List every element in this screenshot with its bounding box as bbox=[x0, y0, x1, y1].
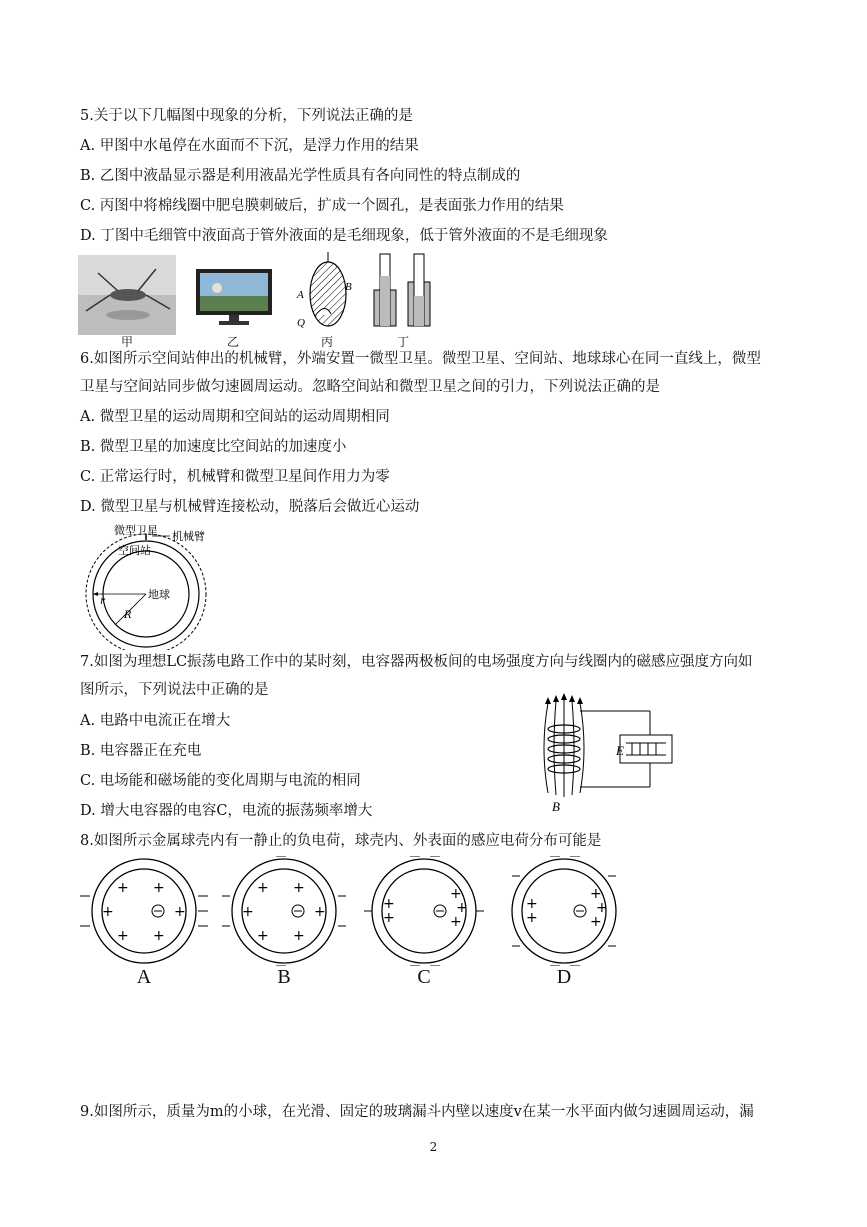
q9-stem: 9.如图所示，质量为m的小球，在光滑、固定的玻璃漏斗内壁以速度v在某一水平面内做匀速圆周运动，漏 bbox=[80, 1104, 754, 1120]
q5-option-c: C. 丙图中将棉线圈中肥皂膜刺破后，扩成一个圆孔，是表面张力作用的结果 bbox=[80, 198, 564, 214]
fig-label-ding: 丁 bbox=[396, 335, 409, 349]
label-E: E bbox=[616, 743, 624, 758]
svg-text:+: + bbox=[526, 910, 538, 926]
q7-stem-line1: 7.如图为理想LC振荡电路工作中的某时刻，电容器两极板间的电场强度方向与线圈内的磁感应强度方向如 bbox=[80, 654, 753, 670]
svg-text:+: + bbox=[383, 896, 395, 912]
svg-text:+: + bbox=[450, 886, 462, 902]
svg-text:+: + bbox=[117, 880, 129, 896]
svg-text:+: + bbox=[293, 880, 305, 896]
svg-text:+: + bbox=[590, 914, 602, 930]
label-R: R bbox=[124, 610, 132, 621]
q7-option-b: B. 电容器正在充电 bbox=[80, 743, 202, 759]
fig-label-jia: 甲 bbox=[120, 335, 133, 349]
label-b: B bbox=[345, 281, 352, 293]
svg-text:+: + bbox=[117, 928, 129, 944]
q8-label-d: D bbox=[556, 966, 572, 988]
q7-stem-line2: 图所示，下列说法中正确的是 bbox=[80, 682, 269, 698]
svg-text:+: + bbox=[383, 910, 395, 926]
svg-text:+: + bbox=[257, 928, 269, 944]
q5-option-a: A. 甲图中水黾停在水面而不下沉，是浮力作用的结果 bbox=[80, 138, 419, 154]
svg-text:+: + bbox=[450, 914, 462, 930]
q5-option-d: D. 丁图中毛细管中液面高于管外液面的是毛细现象，低于管外液面的不是毛细现象 bbox=[80, 228, 608, 244]
label-station: 空间站 bbox=[118, 544, 151, 557]
svg-text:+: + bbox=[257, 880, 269, 896]
lcd-monitor-photo bbox=[195, 268, 273, 328]
q6-option-c: C. 正常运行时，机械臂和微型卫星间作用力为零 bbox=[80, 469, 390, 485]
q5-option-b: B. 乙图中液晶显示器是利用液晶光学性质具有各向同性的特点制成的 bbox=[80, 168, 521, 184]
svg-text:+: + bbox=[174, 904, 186, 920]
label-arm: 机械臂 bbox=[172, 530, 205, 543]
label-r: r bbox=[100, 596, 105, 607]
q8-label-c: C bbox=[417, 966, 431, 988]
q7-option-a: A. 电路中电流正在增大 bbox=[80, 713, 231, 729]
lc-circuit-figure bbox=[530, 693, 680, 815]
svg-text:+: + bbox=[293, 928, 305, 944]
svg-text:+: + bbox=[102, 904, 114, 920]
soap-film-figure bbox=[295, 252, 355, 332]
svg-text:+: + bbox=[590, 886, 602, 902]
q6-option-a: A. 微型卫星的运动周期和空间站的运动周期相同 bbox=[80, 409, 390, 425]
svg-text:+: + bbox=[153, 928, 165, 944]
label-satellite: 微型卫星 bbox=[114, 524, 158, 537]
q6-option-d: D. 微型卫星与机械臂连接松动，脱落后会做近心运动 bbox=[80, 499, 420, 515]
q7-option-d: D. 增大电容器的电容C，电流的振荡频率增大 bbox=[80, 803, 373, 819]
label-a: A bbox=[297, 289, 304, 301]
svg-text:+: + bbox=[456, 900, 468, 916]
q8-label-b: B bbox=[277, 966, 291, 988]
svg-text:+: + bbox=[526, 896, 538, 912]
svg-text:+: + bbox=[314, 904, 326, 920]
label-earth: 地球 bbox=[148, 588, 170, 601]
label-B: B bbox=[552, 799, 560, 814]
q8-stem: 8.如图所示金属球壳内有一静止的负电荷，球壳内、外表面的感应电荷分布可能是 bbox=[80, 833, 602, 849]
svg-text:+: + bbox=[596, 900, 608, 916]
page-number: 2 bbox=[429, 1140, 438, 1154]
q8-shell-figures bbox=[80, 856, 620, 966]
q7-option-c: C. 电场能和磁场能的变化周期与电流的相同 bbox=[80, 773, 361, 789]
space-station-figure bbox=[78, 522, 218, 650]
q5-stem: 5.关于以下几幅图中现象的分析，下列说法正确的是 bbox=[80, 108, 413, 124]
q6-stem-line2: 卫星与空间站同步做匀速圆周运动。忽略空间站和微型卫星之间的引力，下列说法正确的是 bbox=[80, 379, 660, 395]
svg-text:+: + bbox=[242, 904, 254, 920]
fig-label-yi: 乙 bbox=[226, 335, 239, 349]
fig-label-bing: 丙 bbox=[320, 335, 333, 349]
q8-label-a: A bbox=[136, 966, 152, 988]
label-q: Q bbox=[297, 317, 305, 329]
capillary-tubes-figure bbox=[370, 252, 440, 330]
water-strider-photo bbox=[78, 255, 176, 335]
q6-stem-line1: 6.如图所示空间站伸出的机械臂，外端安置一微型卫星。微型卫星、空间站、地球球心在同一直线上，微型 bbox=[80, 351, 761, 367]
q6-option-b: B. 微型卫星的加速度比空间站的加速度小 bbox=[80, 439, 347, 455]
svg-text:+: + bbox=[153, 880, 165, 896]
